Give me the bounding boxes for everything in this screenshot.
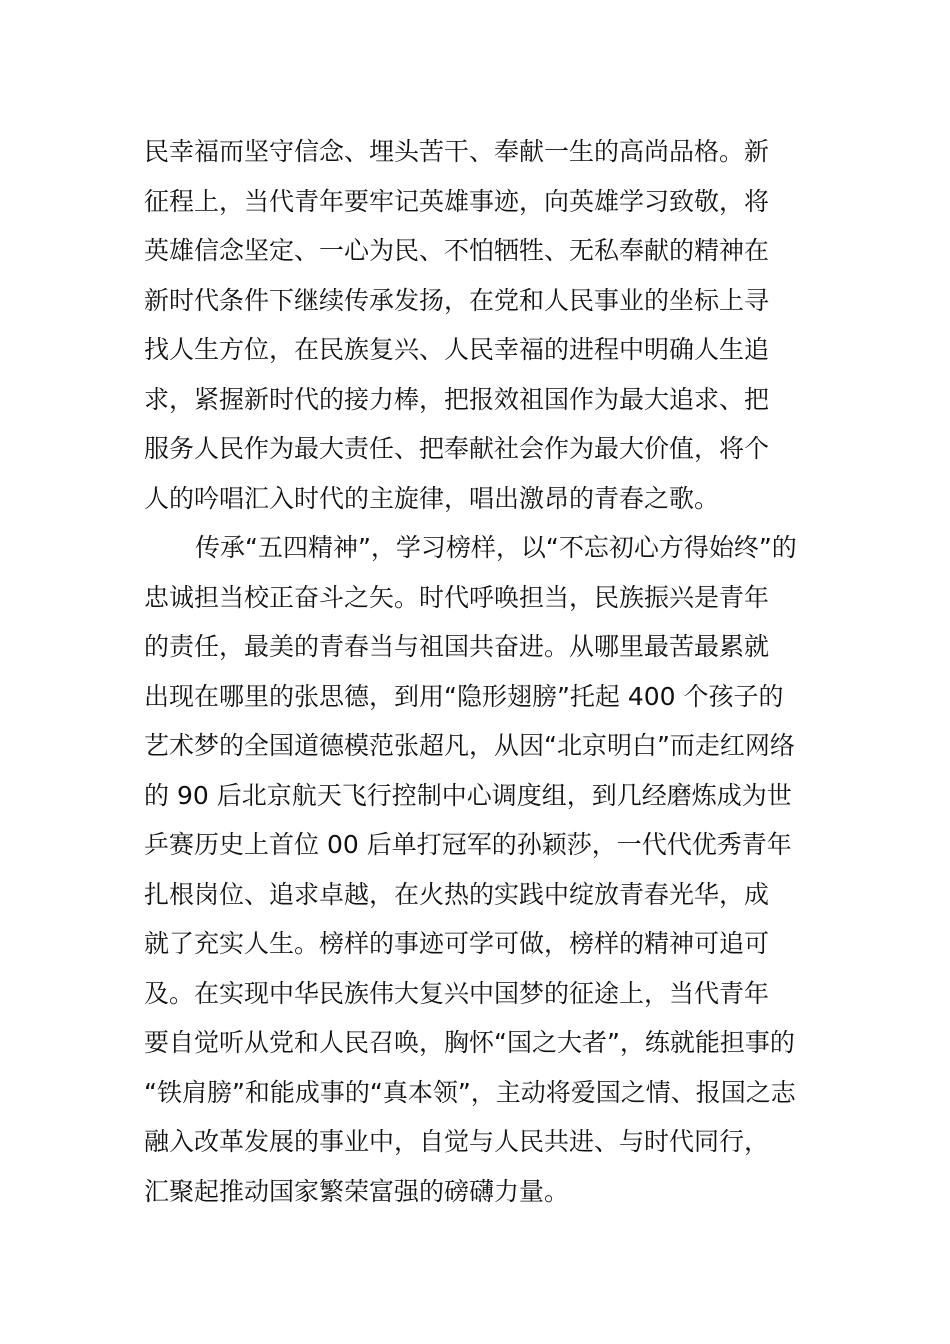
- text-line: 艺术梦的全国道德模范张超凡，从因“北京明白”而走红网络: [144, 731, 795, 760]
- paragraph-first-line: 传承“五四精神”，学习榜样，以“不忘初心方得始终”的: [195, 533, 797, 562]
- text-line: “铁肩膀”和能成事的“真本领”，主动将爱国之情、报国之志: [144, 1078, 796, 1107]
- text-line: 要自觉听从党和人民召唤，胸怀“国之大者”，练就能担事的: [144, 1028, 795, 1057]
- text-line: 出现在哪里的张思德，到用“隐形翅膀”托起 400 个孩子的: [144, 682, 784, 711]
- text-line: 忠诚担当校正奋斗之矢。时代呼唤担当，民族振兴是青年: [144, 583, 770, 612]
- text-line: 乒赛历史上首位 00 后单打冠军的孙颖莎，一代代优秀青年: [144, 830, 792, 859]
- text-line: 找人生方位，在民族复兴、人民幸福的进程中明确人生追: [144, 335, 770, 364]
- text-line: 求，紧握新时代的接力棒，把报效祖国作为最大追求、把: [144, 385, 770, 414]
- text-line: 及。在实现中华民族伟大复兴中国梦的征途上，当代青年: [144, 979, 770, 1008]
- text-line: 的责任，最美的青春当与祖国共奋进。从哪里最苦最累就: [144, 632, 770, 661]
- text-line: 服务人民作为最大责任、把奉献社会作为最大价值，将个: [144, 434, 770, 463]
- text-line: 扎根岗位、追求卓越，在火热的实践中绽放青春光华，成: [144, 880, 770, 909]
- text-line: 英雄信念坚定、一心为民、不怕牺牲、无私奉献的精神在: [144, 236, 770, 265]
- text-line: 汇聚起推动国家繁荣富强的磅礴力量。: [144, 1177, 570, 1206]
- text-line: 就了充实人生。榜样的事迹可学可做，榜样的精神可追可: [144, 929, 770, 958]
- text-line: 的 90 后北京航天飞行控制中心调度组，到几经磨炼成为世: [144, 781, 792, 810]
- text-line: 人的吟唱汇入时代的主旋律，唱出激昂的青春之歌。: [144, 484, 720, 513]
- text-line: 融入改革发展的事业中，自觉与人民共进、与时代同行，: [144, 1127, 770, 1156]
- text-line: 征程上，当代青年要牢记英雄事迹，向英雄学习致敬，将: [144, 187, 770, 216]
- text-line: 民幸福而坚守信念、埋头苦干、奉献一生的高尚品格。新: [144, 137, 770, 166]
- text-line: 新时代条件下继续传承发扬，在党和人民事业的坐标上寻: [144, 286, 770, 315]
